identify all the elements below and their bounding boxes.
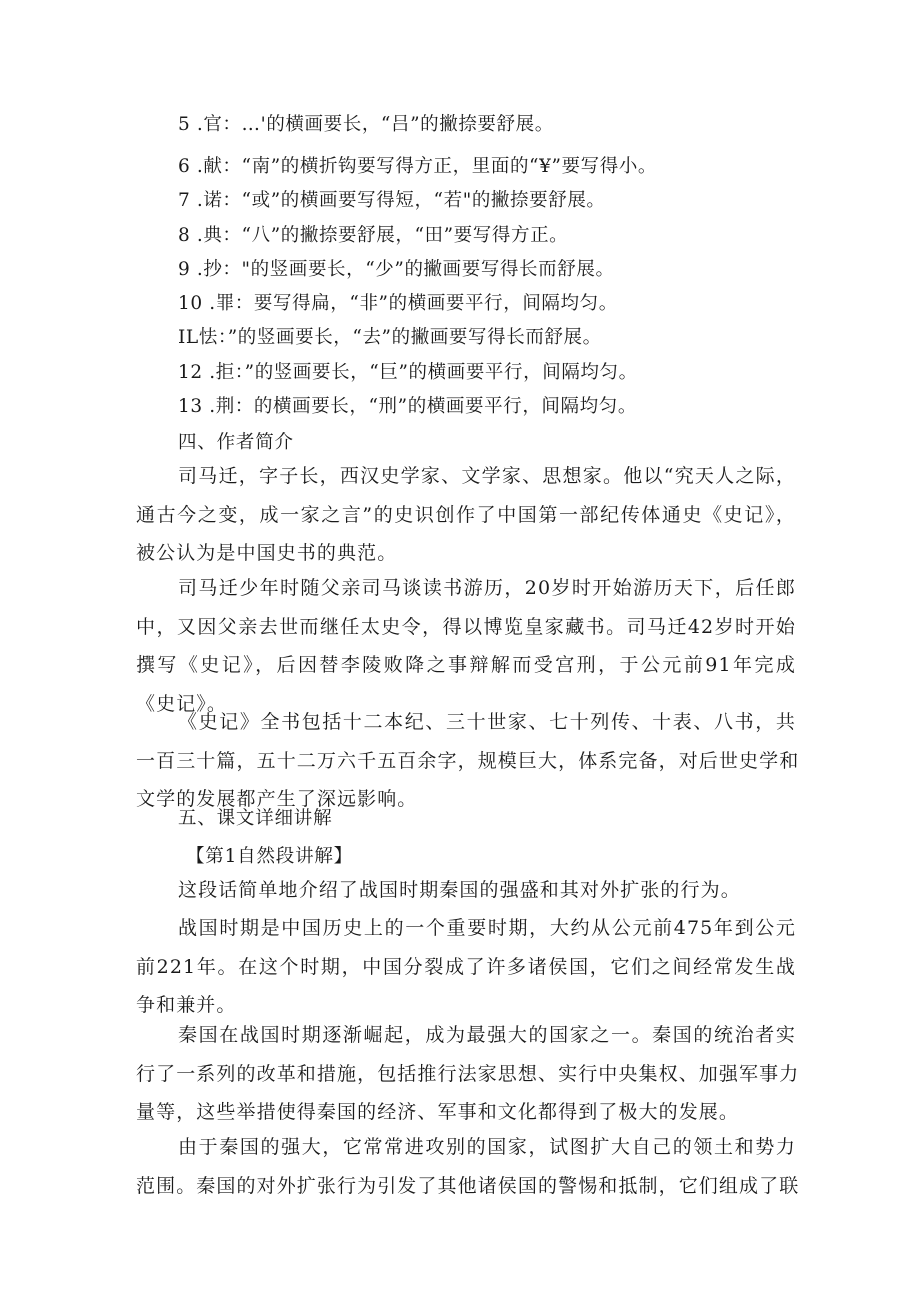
list-item: 6 .献：“南”的横折钩要写得方正，里面的“¥”要写得小。 [178, 156, 658, 177]
section-heading-author: 四、作者简介 [178, 432, 294, 453]
paragraph-line: 一百三十篇，五十二万六千五百余字，规模巨大，体系完备，对后世史学和 [136, 749, 800, 772]
paragraph-line: 撰写《史记》，后因替李陵败降之事辩解而受宫刑，于公元前91年完成 [136, 654, 796, 676]
paragraph-line: 通古今之变，成一家之言”的史识创作了中国第一部纪传体通史《史记》， [136, 503, 796, 526]
paragraph-line: 战国时期是中国历史上的一个重要时期，大约从公元前475年到公元 [178, 917, 796, 939]
paragraph-shiji [136, 703, 800, 819]
list-item: 13 .荆：的横画要长，“刑”的横画要平行，间隔均匀。 [178, 396, 637, 418]
paragraph-line: 范围。秦国的对外扩张行为引发了其他诸侯国的警惕和抵制，它们组成了联 [136, 1174, 800, 1197]
paragraph-qin-rise [136, 1016, 800, 1132]
paragraph-author-intro [136, 457, 796, 573]
paragraph-line: 被公认为是中国史书的典范。 [136, 542, 398, 564]
paragraph-line: 文学的发展都产生了深远影响。 [136, 788, 418, 810]
paragraph-line: 司马迁，字子长，西汉史学家、文学家、思想家。他以“究天人之际， [178, 465, 796, 487]
list-item: 12 .拒：”的竖画要长，“巨”的横画要平行，间隔均匀。 [178, 361, 638, 383]
paragraph-line: 《史记》全书包括十二本纪、三十世家、七十列传、十表、八书，共 [178, 711, 796, 733]
paragraph-line: 中，又因父亲去世而继任太史令，得以博览皇家藏书。司马迁42岁时开始 [136, 615, 796, 638]
paragraph-line: 量等，这些举措使得秦国的经济、军事和文化都得到了极大的发展。 [136, 1101, 740, 1123]
paragraph-line: 《史记》。 [136, 692, 228, 715]
paragraph-line: 这段话简单地介绍了战国时期秦国的强盛和其对外扩张的行为。 [178, 879, 741, 901]
list-item: IL怯：”的竖画要长，“去”的撇画要写得长而舒展。 [178, 327, 602, 349]
stroke-notes-list [178, 108, 818, 424]
subheading-paragraph-1: 【第1自然段讲解】 [186, 846, 353, 867]
paragraph-line: 由于秦国的强大，它常常进攻别的国家，试图扩大自己的领土和势力 [178, 1136, 796, 1158]
paragraph-qin-expansion [136, 1128, 800, 1205]
list-item: 8 .典：“八”的撇捺要舒展，“田”要写得方正。 [178, 224, 569, 246]
list-item: 7 .诺：“或”的横画要写得短，“若"的撇捺要舒展。 [178, 190, 606, 212]
list-item: 5 .官：…'的横画要长，“吕”的撇捺要舒展。 [178, 114, 554, 135]
list-item: 9 .抄："的竖画要长，“少”的撇画要写得长而舒展。 [178, 258, 615, 280]
list-item: 10 .罪：要写得扁，“非”的横画要平行，间隔均匀。 [178, 293, 618, 315]
paragraph-warring-states [136, 909, 796, 1025]
paragraph-summary [136, 871, 796, 910]
paragraph-line: 秦国在战国时期逐渐崛起，成为最强大的国家之一。秦国的统治者实 [178, 1024, 796, 1046]
paragraph-line: 前221年。在这个时期，中国分裂成了许多诸侯国，它们之间经常发生战 [136, 955, 796, 978]
paragraph-line: 争和兼并。 [136, 994, 237, 1016]
paragraph-line: 行了一系列的改革和措施，包括推行法家思想、实行中央集权、加强军事力 [136, 1062, 800, 1085]
paragraph-line: 司马迁少年时随父亲司马谈读书游历，20岁时开始游历天下，后任郎 [178, 577, 796, 599]
paragraph-author-life [136, 569, 796, 723]
section-heading-lecture: 五、课文详细讲解 [178, 808, 333, 829]
